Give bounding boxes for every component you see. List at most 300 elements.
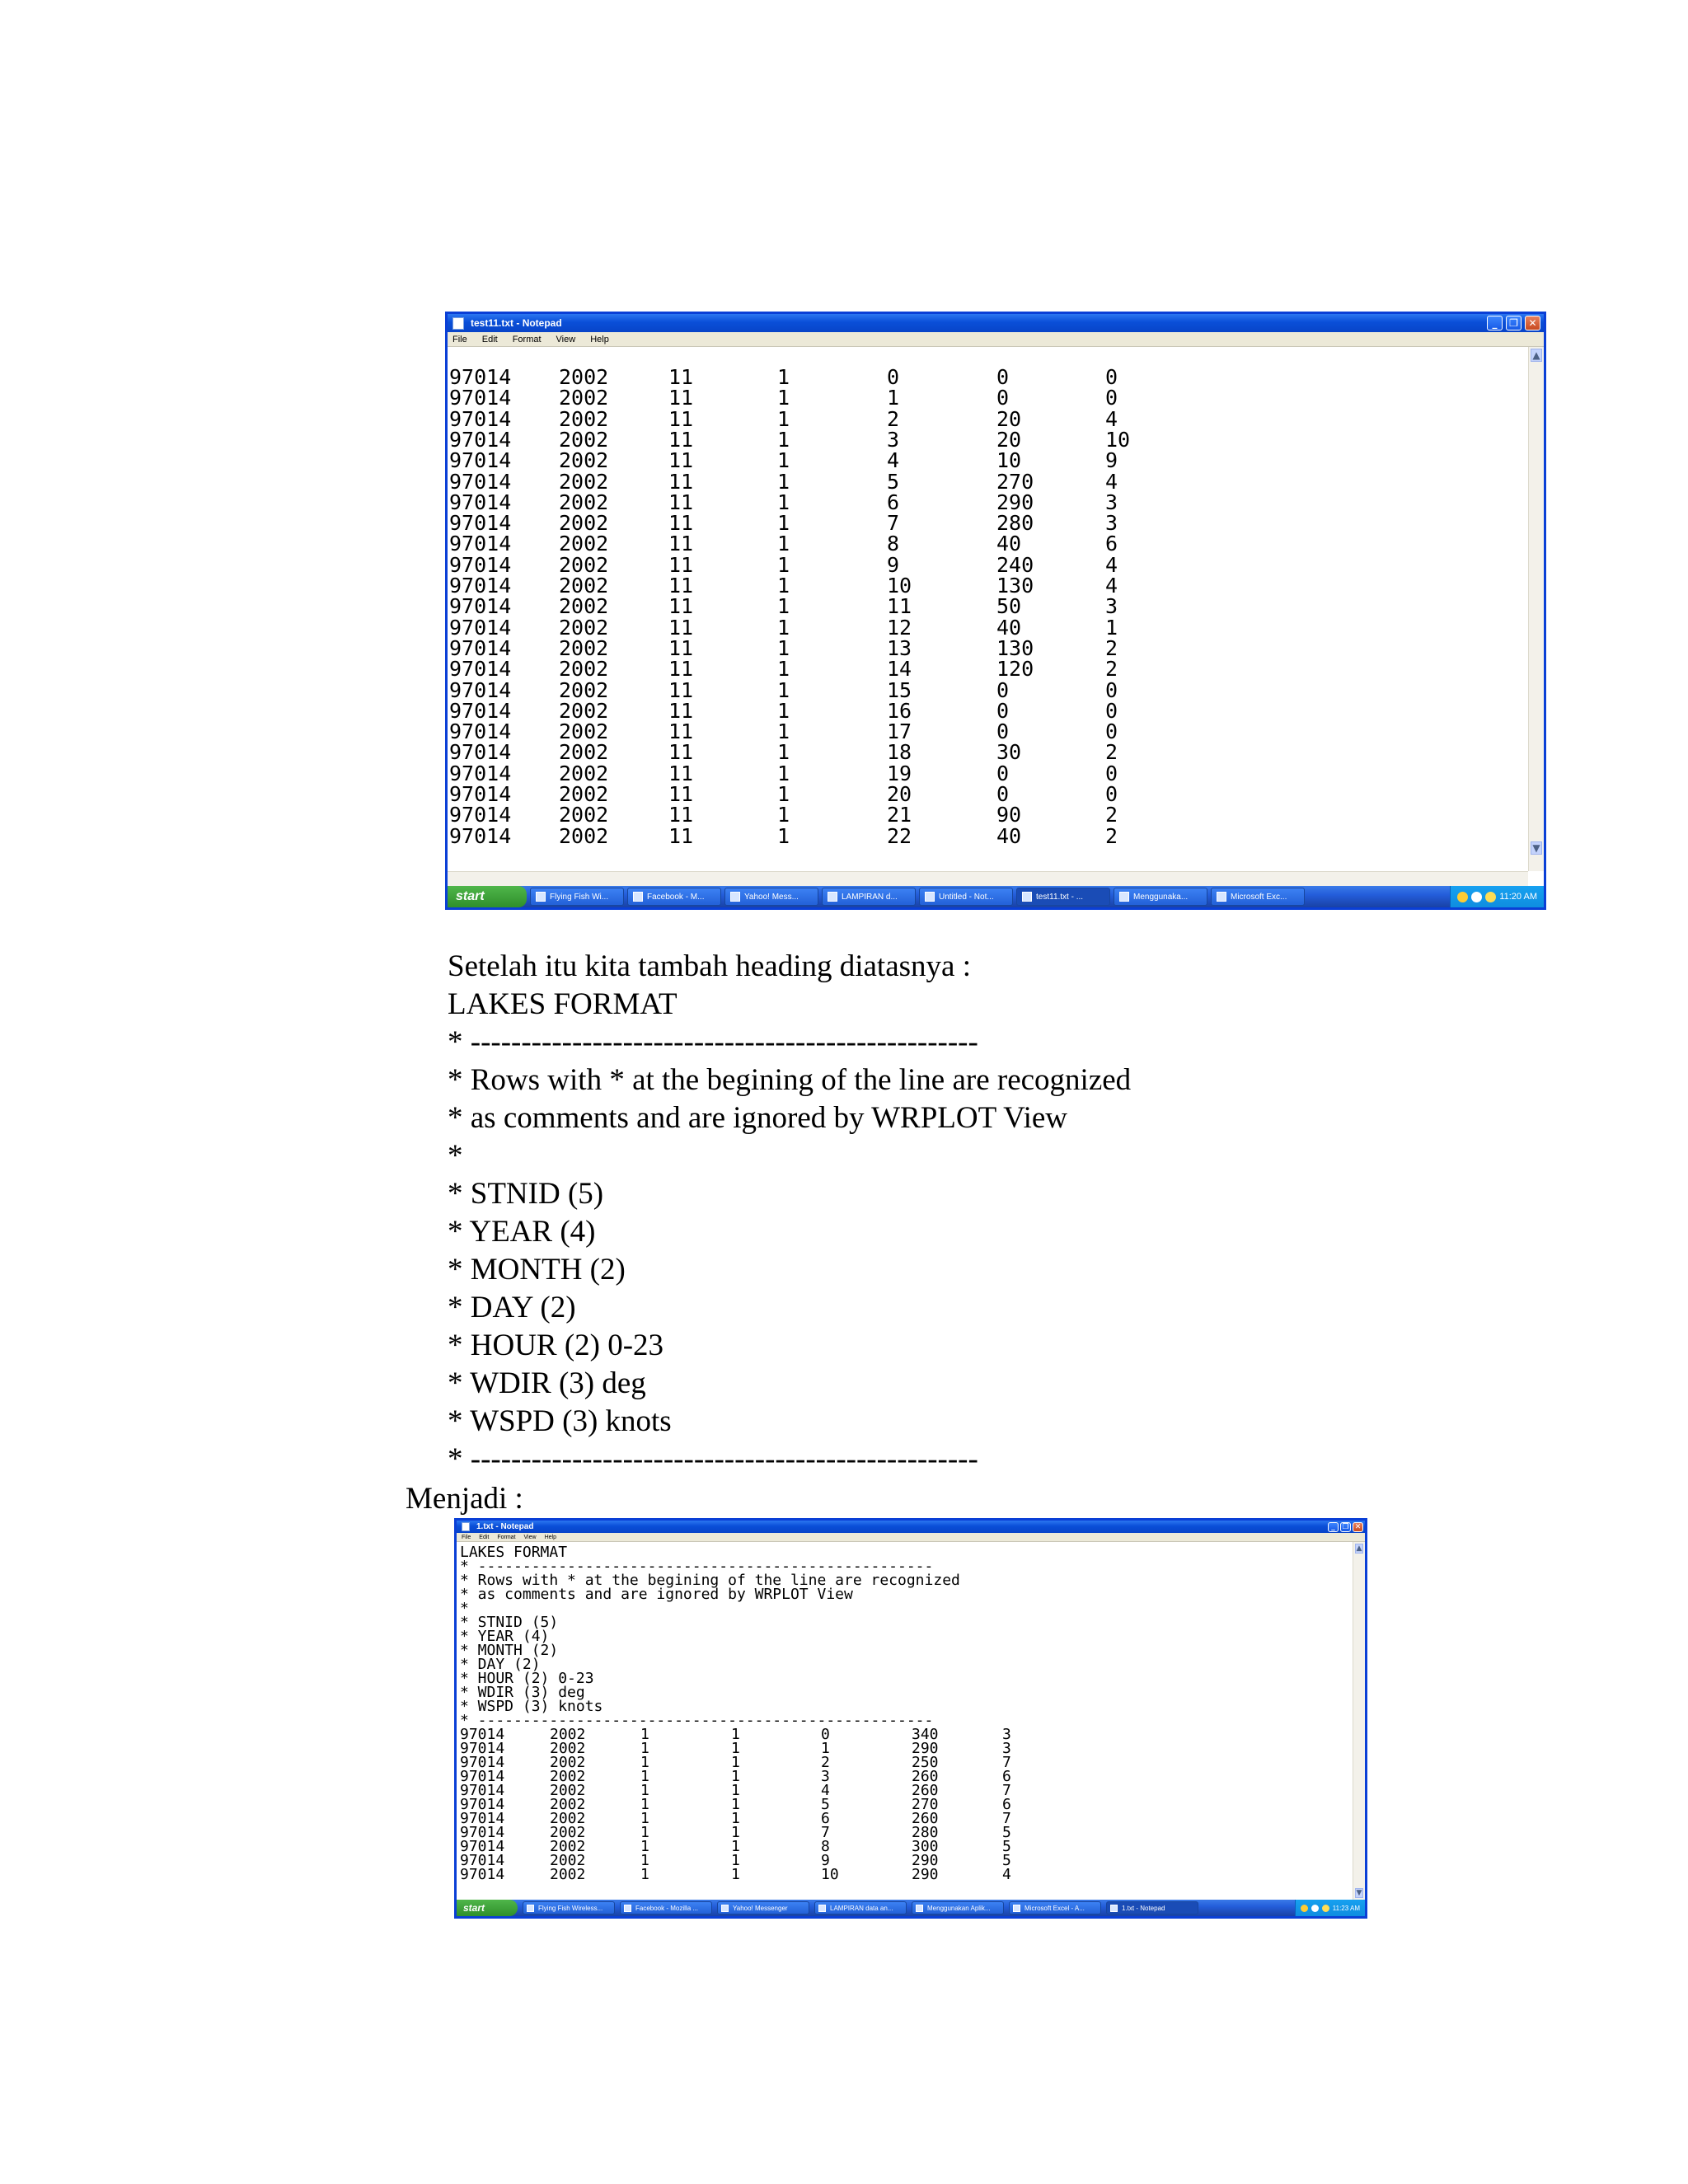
data-cell: 97014 — [449, 823, 512, 848]
data-cell: 97014 — [460, 1726, 505, 1743]
minimize-icon[interactable]: _ — [1328, 1522, 1339, 1532]
header-line: * STNID (5) — [460, 1614, 559, 1631]
taskbar-button[interactable] — [724, 888, 818, 906]
menu-help[interactable]: Help — [544, 1534, 556, 1540]
clock[interactable]: 11:20 AM — [1499, 892, 1537, 902]
taskbar-button[interactable] — [627, 888, 721, 906]
taskbar-button[interactable] — [1009, 1901, 1101, 1915]
data-cell: 0 — [1105, 719, 1118, 744]
data-cell: 290 — [912, 1866, 939, 1883]
data-cell: 2002 — [559, 469, 609, 494]
task-app-icon — [818, 1905, 826, 1912]
data-cell: 2 — [821, 1754, 830, 1771]
data-cell: 270 — [912, 1796, 939, 1813]
text-line: * — [448, 1139, 463, 1173]
close-icon[interactable]: ✕ — [1353, 1522, 1363, 1532]
header-line: * HOUR (2) 0-23 — [460, 1670, 594, 1687]
data-cell: 97014 — [449, 657, 512, 682]
task-app-icon — [916, 1905, 923, 1912]
text-editor-area[interactable] — [457, 1542, 1353, 1900]
data-cell: 7 — [887, 511, 900, 536]
text-line: * -------------------------------------------------- — [448, 1025, 978, 1059]
tray-speaker-icon[interactable] — [1301, 1905, 1308, 1912]
data-cell: 1 — [731, 1824, 740, 1841]
data-cell: 11 — [887, 594, 912, 619]
data-cell: 5 — [1002, 1824, 1011, 1841]
title-bar[interactable] — [448, 314, 1544, 332]
taskbar-button-label: Untitled - Not... — [939, 892, 994, 902]
data-cell: 2002 — [559, 719, 609, 744]
task-app-icon — [527, 1905, 534, 1912]
data-cell: 97014 — [449, 719, 512, 744]
data-cell: 18 — [887, 740, 912, 765]
data-cell: 9 — [887, 552, 900, 577]
menu-edit[interactable]: Edit — [479, 1534, 490, 1540]
data-cell: 2002 — [550, 1866, 586, 1883]
data-cell: 0 — [996, 386, 1010, 410]
data-cell: 2002 — [550, 1726, 586, 1743]
data-cell: 4 — [1105, 552, 1118, 577]
data-cell: 13 — [887, 635, 912, 660]
data-cell: 1 — [777, 740, 790, 765]
data-cell: 97014 — [449, 532, 512, 556]
taskbar-button[interactable] — [620, 1901, 712, 1915]
start-label: start — [463, 1902, 485, 1914]
data-cell: 97014 — [449, 761, 512, 785]
data-cell: 9 — [821, 1852, 830, 1869]
data-cell: 120 — [996, 657, 1034, 682]
data-cell: 2002 — [559, 574, 609, 598]
data-cell: 97014 — [449, 574, 512, 598]
task-app-icon — [1022, 892, 1032, 902]
taskbar-button-label: Yahoo! Messenger — [733, 1904, 788, 1912]
data-cell: 2002 — [559, 552, 609, 577]
taskbar-button[interactable] — [919, 888, 1013, 906]
data-cell: 97014 — [449, 782, 512, 806]
data-cell: 14 — [887, 657, 912, 682]
data-cell: 0 — [1105, 365, 1118, 389]
data-cell: 290 — [996, 490, 1034, 514]
system-tray — [1295, 1900, 1365, 1916]
data-cell: 8 — [821, 1838, 830, 1855]
data-cell: 0 — [1105, 386, 1118, 410]
data-cell: 1 — [640, 1838, 649, 1855]
data-cell: 1 — [777, 490, 790, 514]
scroll-down-icon[interactable]: ▼ — [1531, 841, 1542, 855]
taskbar-button-label: Microsoft Excel - A... — [1025, 1904, 1085, 1912]
data-cell: 2002 — [550, 1838, 586, 1855]
data-cell: 10 — [887, 574, 912, 598]
data-cell: 20 — [996, 427, 1022, 452]
header-line: * — [460, 1600, 469, 1617]
data-cell: 97014 — [449, 490, 512, 514]
menjadi-label: Menjadi : — [406, 1482, 523, 1516]
data-cell: 1 — [1105, 615, 1118, 640]
tray-speaker-icon[interactable] — [1457, 892, 1468, 902]
data-cell: 97014 — [460, 1824, 505, 1841]
header-line: * YEAR (4) — [460, 1628, 550, 1645]
data-cell: 2002 — [550, 1852, 586, 1869]
data-cell: 2002 — [559, 761, 609, 785]
data-cell: 1 — [777, 823, 790, 848]
text-line: Setelah itu kita tambah heading diatasnya : — [448, 949, 971, 983]
data-cell: 6 — [1002, 1768, 1011, 1785]
data-cell: 11 — [668, 698, 694, 723]
tray-messenger-icon[interactable] — [1485, 892, 1496, 902]
data-cell: 1 — [777, 448, 790, 473]
data-cell: 11 — [668, 677, 694, 702]
data-cell: 1 — [777, 615, 790, 640]
data-cell: 3 — [1105, 594, 1118, 619]
taskbar-button[interactable] — [814, 1901, 907, 1915]
data-cell: 7 — [821, 1824, 830, 1841]
data-cell: 2002 — [550, 1810, 586, 1827]
scroll-up-icon[interactable]: ▲ — [1531, 349, 1542, 362]
data-cell: 0 — [1105, 761, 1118, 785]
data-cell: 5 — [1002, 1852, 1011, 1869]
task-app-icon — [828, 892, 837, 902]
data-cell: 17 — [887, 719, 912, 744]
data-cell: 340 — [912, 1726, 939, 1743]
text-line: * YEAR (4) — [448, 1215, 596, 1249]
data-cell: 3 — [887, 427, 900, 452]
data-cell: 97014 — [449, 448, 512, 473]
data-cell: 2002 — [559, 448, 609, 473]
data-cell: 1 — [640, 1768, 649, 1785]
data-cell: 30 — [996, 740, 1022, 765]
data-cell: 5 — [821, 1796, 830, 1813]
data-cell: 260 — [912, 1768, 939, 1785]
scroll-down-icon[interactable]: ▼ — [1356, 1889, 1362, 1897]
data-cell: 6 — [887, 490, 900, 514]
data-cell: 1 — [731, 1754, 740, 1771]
horizontal-scrollbar[interactable] — [448, 871, 1528, 886]
data-cell: 1 — [777, 719, 790, 744]
data-cell: 2002 — [559, 386, 609, 410]
taskbar-button-label: 1.txt - Notepad — [1122, 1904, 1165, 1912]
data-cell: 0 — [996, 761, 1010, 785]
data-cell: 6 — [821, 1810, 830, 1827]
taskbar-button-label: Flying Fish Wi... — [550, 892, 609, 902]
taskbar-button[interactable] — [912, 1901, 1004, 1915]
data-cell: 97014 — [449, 552, 512, 577]
data-cell: 3 — [1002, 1740, 1011, 1757]
vertical-scrollbar[interactable] — [1353, 1542, 1365, 1900]
data-cell: 97014 — [449, 511, 512, 536]
clock[interactable]: 11:23 AM — [1332, 1904, 1360, 1912]
data-cell: 3 — [1105, 511, 1118, 536]
start-button[interactable] — [448, 886, 527, 907]
data-cell: 11 — [668, 719, 694, 744]
data-cell: 2002 — [559, 803, 609, 827]
taskbar-button[interactable] — [717, 1901, 809, 1915]
taskbar-button-label: Microsoft Exc... — [1231, 892, 1287, 902]
data-cell: 4 — [1105, 469, 1118, 494]
data-cell: 1 — [777, 803, 790, 827]
data-cell: 0 — [887, 365, 900, 389]
close-icon[interactable]: ✕ — [1525, 316, 1540, 330]
data-cell: 2 — [1105, 823, 1118, 848]
task-app-icon — [730, 892, 740, 902]
taskbar-button-label: Facebook - M... — [647, 892, 705, 902]
data-cell: 2 — [1105, 635, 1118, 660]
data-cell: 1 — [731, 1726, 740, 1743]
data-cell: 1 — [731, 1866, 740, 1883]
menu-view[interactable]: View — [523, 1534, 537, 1540]
header-line: * MONTH (2) — [460, 1642, 559, 1659]
data-cell: 21 — [887, 803, 912, 827]
taskbar-button[interactable] — [1106, 1901, 1198, 1915]
data-cell: 97014 — [449, 427, 512, 452]
data-cell: 290 — [912, 1740, 939, 1757]
data-cell: 1 — [777, 677, 790, 702]
data-cell: 15 — [887, 677, 912, 702]
data-cell: 1 — [777, 406, 790, 431]
data-cell: 2002 — [550, 1740, 586, 1757]
data-cell: 11 — [668, 574, 694, 598]
data-cell: 0 — [1105, 698, 1118, 723]
data-cell: 2002 — [559, 532, 609, 556]
data-cell: 40 — [996, 532, 1022, 556]
data-cell: 97014 — [460, 1740, 505, 1757]
scroll-up-icon[interactable]: ▲ — [1356, 1544, 1362, 1553]
text-line: * as comments and are ignored by WRPLOT View — [448, 1101, 1068, 1135]
data-cell: 7 — [1002, 1754, 1011, 1771]
data-cell: 97014 — [449, 740, 512, 765]
data-cell: 97014 — [449, 365, 512, 389]
data-cell: 1 — [777, 511, 790, 536]
taskbar-button-label: test11.txt - ... — [1036, 892, 1084, 902]
data-cell: 5 — [1002, 1838, 1011, 1855]
header-line: * DAY (2) — [460, 1656, 541, 1673]
data-cell: 2002 — [559, 594, 609, 619]
data-cell: 3 — [1105, 490, 1118, 514]
task-app-icon — [925, 892, 935, 902]
taskbar-button[interactable] — [1016, 888, 1110, 906]
data-cell: 300 — [912, 1838, 939, 1855]
taskbar-button[interactable] — [530, 888, 624, 906]
data-cell: 97014 — [460, 1782, 505, 1799]
data-cell: 12 — [887, 615, 912, 640]
data-cell: 97014 — [449, 406, 512, 431]
menu-file[interactable]: File — [462, 1534, 471, 1540]
data-cell: 240 — [996, 552, 1034, 577]
menu-view[interactable]: View — [556, 334, 576, 344]
data-cell: 1 — [640, 1852, 649, 1869]
data-cell: 11 — [668, 386, 694, 410]
data-cell: 4 — [1105, 406, 1118, 431]
data-cell: 7 — [1002, 1782, 1011, 1799]
task-app-icon — [1110, 1905, 1118, 1912]
data-cell: 270 — [996, 469, 1034, 494]
data-cell: 5 — [887, 469, 900, 494]
data-cell: 250 — [912, 1754, 939, 1771]
task-app-icon — [624, 1905, 631, 1912]
data-cell: 11 — [668, 761, 694, 785]
data-cell: 1 — [777, 427, 790, 452]
data-cell: 0 — [996, 719, 1010, 744]
data-cell: 2002 — [559, 635, 609, 660]
window-title: test11.txt - Notepad — [471, 317, 562, 329]
taskbar-button[interactable] — [1211, 888, 1305, 906]
data-cell: 0 — [996, 698, 1010, 723]
data-cell: 4 — [887, 448, 900, 473]
data-cell: 97014 — [449, 803, 512, 827]
data-cell: 1 — [731, 1852, 740, 1869]
data-cell: 0 — [996, 782, 1010, 806]
taskbar — [448, 886, 1544, 907]
menu-file[interactable]: File — [452, 334, 467, 344]
data-cell: 280 — [912, 1824, 939, 1841]
notepad-icon — [462, 1522, 470, 1531]
data-cell: 10 — [1105, 427, 1131, 452]
data-cell: 1 — [887, 386, 900, 410]
data-cell: 1 — [777, 782, 790, 806]
data-cell: 1 — [640, 1726, 649, 1743]
data-cell: 97014 — [460, 1838, 505, 1855]
task-app-icon — [1217, 892, 1226, 902]
window-title: 1.txt - Notepad — [476, 1522, 534, 1531]
data-cell: 1 — [731, 1740, 740, 1757]
data-cell: 11 — [668, 406, 694, 431]
text-editor-area[interactable] — [448, 347, 1528, 871]
data-cell: 260 — [912, 1810, 939, 1827]
vertical-scrollbar[interactable] — [1528, 347, 1544, 871]
data-cell: 97014 — [460, 1796, 505, 1813]
taskbar-button-label: Menggunakan Aplik... — [927, 1904, 991, 1912]
menu-format[interactable]: Format — [512, 334, 542, 344]
data-cell: 130 — [996, 574, 1034, 598]
data-cell: 130 — [996, 635, 1034, 660]
menu-format[interactable]: Format — [497, 1534, 516, 1540]
data-cell: 11 — [668, 365, 694, 389]
data-cell: 1 — [640, 1810, 649, 1827]
data-cell: 1 — [640, 1824, 649, 1841]
data-cell: 11 — [668, 511, 694, 536]
data-cell: 1 — [777, 552, 790, 577]
data-cell: 97014 — [449, 386, 512, 410]
data-cell: 7 — [1002, 1810, 1011, 1827]
data-cell: 1 — [777, 594, 790, 619]
data-cell: 11 — [668, 657, 694, 682]
data-cell: 40 — [996, 615, 1022, 640]
tray-network-icon[interactable] — [1311, 1905, 1319, 1912]
data-cell: 11 — [668, 803, 694, 827]
start-button[interactable] — [457, 1900, 518, 1916]
data-cell: 0 — [1105, 677, 1118, 702]
data-cell: 4 — [1002, 1866, 1011, 1883]
data-cell: 11 — [668, 532, 694, 556]
taskbar-button[interactable] — [523, 1901, 615, 1915]
data-cell: 1 — [731, 1782, 740, 1799]
menu-bar — [448, 332, 1544, 347]
minimize-icon[interactable]: _ — [1487, 316, 1503, 330]
data-cell: 1 — [777, 698, 790, 723]
taskbar-button[interactable] — [1114, 888, 1207, 906]
data-cell: 2002 — [559, 677, 609, 702]
data-cell: 1 — [640, 1740, 649, 1757]
header-line: LAKES FORMAT — [460, 1544, 568, 1561]
tray-network-icon[interactable] — [1471, 892, 1482, 902]
header-line: * Rows with * at the begining of the line are recognized — [460, 1572, 960, 1589]
data-cell: 11 — [668, 740, 694, 765]
data-cell: 2 — [887, 406, 900, 431]
text-line: * MONTH (2) — [448, 1253, 626, 1286]
data-cell: 2002 — [550, 1824, 586, 1841]
data-cell: 1 — [731, 1796, 740, 1813]
data-cell: 11 — [668, 427, 694, 452]
data-cell: 0 — [1105, 782, 1118, 806]
menu-help[interactable]: Help — [590, 334, 609, 344]
taskbar-button-label: LAMPIRAN d... — [842, 892, 898, 902]
data-cell: 290 — [912, 1852, 939, 1869]
task-app-icon — [1119, 892, 1129, 902]
restore-icon[interactable]: ❐ — [1340, 1522, 1351, 1532]
data-cell: 11 — [668, 635, 694, 660]
text-line: LAKES FORMAT — [448, 987, 678, 1021]
title-bar[interactable] — [457, 1521, 1365, 1533]
data-cell: 2 — [1105, 803, 1118, 827]
text-line: * STNID (5) — [448, 1177, 604, 1211]
taskbar-button[interactable] — [822, 888, 916, 906]
data-cell: 16 — [887, 698, 912, 723]
data-cell: 260 — [912, 1782, 939, 1799]
taskbar — [457, 1900, 1365, 1916]
data-cell: 2002 — [550, 1754, 586, 1771]
taskbar-button-label: Facebook - Mozilla ... — [635, 1904, 699, 1912]
data-cell: 2002 — [559, 615, 609, 640]
data-cell: 0 — [996, 677, 1010, 702]
data-cell: 2 — [1105, 740, 1118, 765]
text-line: * WDIR (3) deg — [448, 1366, 646, 1400]
data-cell: 280 — [996, 511, 1034, 536]
data-cell: 11 — [668, 552, 694, 577]
data-cell: 2002 — [559, 698, 609, 723]
data-cell: 97014 — [449, 594, 512, 619]
data-cell: 97014 — [449, 635, 512, 660]
data-cell: 1 — [777, 574, 790, 598]
data-cell: 1 — [640, 1754, 649, 1771]
data-cell: 97014 — [460, 1866, 505, 1883]
header-line: * WSPD (3) knots — [460, 1698, 603, 1715]
system-tray — [1450, 886, 1544, 907]
data-cell: 11 — [668, 594, 694, 619]
data-cell: 40 — [996, 823, 1022, 848]
data-cell: 1 — [777, 657, 790, 682]
data-cell: 1 — [640, 1866, 649, 1883]
tray-messenger-icon[interactable] — [1322, 1905, 1329, 1912]
restore-icon[interactable]: ❐ — [1506, 316, 1522, 330]
menu-edit[interactable]: Edit — [481, 334, 498, 344]
header-line: * as comments and are ignored by WRPLOT View — [460, 1586, 853, 1603]
data-cell: 1 — [821, 1740, 830, 1757]
data-cell: 10 — [996, 448, 1022, 473]
data-cell: 2002 — [559, 365, 609, 389]
data-cell: 2002 — [559, 823, 609, 848]
task-app-icon — [536, 892, 546, 902]
taskbar-button-label: Menggunaka... — [1133, 892, 1189, 902]
data-cell: 8 — [887, 532, 900, 556]
data-cell: 97014 — [449, 677, 512, 702]
notepad-window-1txt — [454, 1518, 1367, 1919]
data-cell: 1 — [777, 469, 790, 494]
data-cell: 2 — [1105, 657, 1118, 682]
data-cell: 2002 — [559, 657, 609, 682]
data-cell: 2002 — [559, 490, 609, 514]
data-cell: 1 — [640, 1782, 649, 1799]
data-cell: 97014 — [449, 615, 512, 640]
menu-bar — [457, 1533, 1365, 1542]
